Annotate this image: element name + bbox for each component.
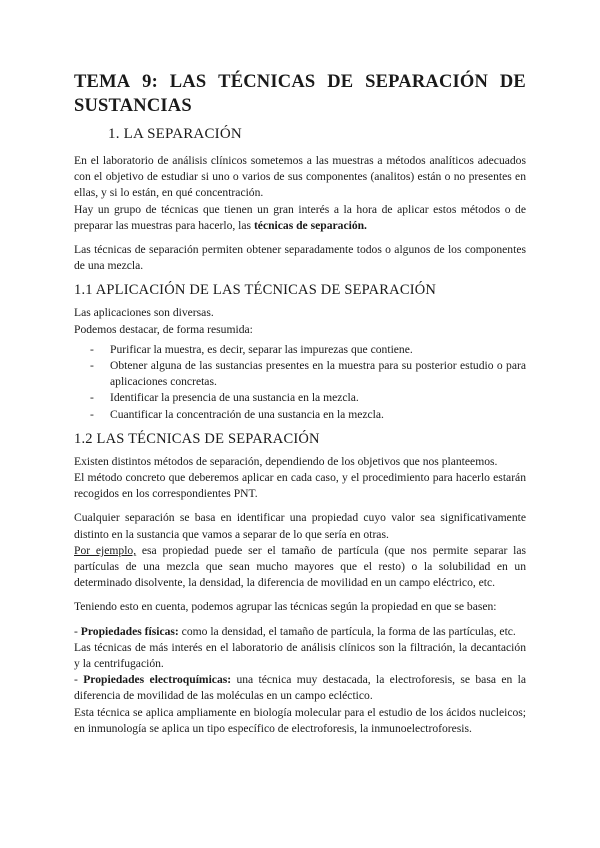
paragraph-text: esa propiedad puede ser el tamaño de partícula (que nos permite separar las partículas de una mezcla que sean mucho mayores que el resto) o la solubilidad en un determinado disolvente, la densidad, la diferencia de movilidad en un campo eléctrico, etc. xyxy=(74,543,526,590)
bold-term: Propiedades electroquímicas: xyxy=(83,673,232,687)
list-item xyxy=(90,407,526,423)
paragraph xyxy=(74,543,526,592)
bullet-dash: - xyxy=(90,342,94,356)
paragraph xyxy=(74,624,526,640)
list-item-text: Identificar la presencia de una sustancia en la mezcla. xyxy=(110,391,359,405)
title-word: 9: xyxy=(142,72,158,92)
bullet-dash: - xyxy=(90,359,94,373)
paragraph: En el laboratorio de análisis clínicos sometemos a las muestras a métodos analíticos adecuados con el objetivo de estudiar si uno o varios de sus componentes (analitos) están o no presentes en ellas, y si lo están, en qué concentración. xyxy=(74,154,526,200)
paragraph: Las técnicas de separación permiten obtener separadamente todos o algunos de los componentes de una mezcla. xyxy=(74,243,526,273)
paragraph: Cualquier separación se basa en identificar una propiedad cuyo valor sea significativamente distinto en la sustancia que vamos a separar de lo que sería en otras. xyxy=(74,511,526,541)
bold-term: Propiedades físicas: xyxy=(80,624,179,638)
title-word: TEMA xyxy=(74,72,131,92)
bullet-dash: - xyxy=(90,391,94,405)
paragraph-text: Hay un grupo de técnicas que tienen un gran interés a la hora de aplicar estos métodos o de preparar las muestras para hacerlo, las xyxy=(74,202,526,232)
dash-marker: - xyxy=(74,673,84,687)
paragraph: Las técnicas de más interés en el laboratorio de análisis clínicos son la filtración, la decantación y la centrifugación. xyxy=(74,640,526,671)
applications-list xyxy=(74,342,526,423)
list-item xyxy=(90,358,526,390)
paragraph: Podemos destacar, de forma resumida: xyxy=(74,322,253,336)
title-word: DE xyxy=(327,72,354,92)
title-word: DE xyxy=(499,72,526,92)
paragraph xyxy=(74,202,526,234)
paragraph: Existen distintos métodos de separación, dependiendo de los objetivos que nos planteemos. xyxy=(74,454,498,468)
list-item xyxy=(90,342,526,358)
paragraph: El método concreto que deberemos aplicar en cada caso, y el procedimiento para hacerlo estarán recogidos en los correspondientes PNT. xyxy=(74,471,526,501)
paragraph: Teniendo esto en cuenta, podemos agrupar las técnicas según la propiedad en que se basen: xyxy=(74,600,497,614)
dash-marker: - xyxy=(74,624,81,638)
section-heading-1-2: 1.2 LAS TÉCNICAS DE SEPARACIÓN xyxy=(74,430,320,447)
title-word: TÉCNICAS xyxy=(218,72,316,92)
title-word: SEPARACIÓN xyxy=(365,72,489,92)
paragraph: Esta técnica se aplica ampliamente en biología molecular para el estudio de los ácidos nucleicos; en inmunología se aplica un tipo específico de electroforesis, la inmunoelectroforesis. xyxy=(74,705,526,735)
paragraph-text: una técnica muy destacada, la electroforesis, se basa en la diferencia de movilidad de las moléculas en un campo ecléctico. xyxy=(74,673,526,703)
page-title xyxy=(74,70,526,118)
bullet-dash: - xyxy=(90,407,94,421)
title-word: LAS xyxy=(169,72,207,92)
title-line-2: SUSTANCIAS xyxy=(74,96,192,116)
paragraph-text: como la densidad, el tamaño de partícula, la forma de las partículas, etc. xyxy=(178,624,516,638)
paragraph xyxy=(74,672,526,704)
underlined-phrase: Por ejemplo, xyxy=(74,543,137,557)
section-heading-1: 1. LA SEPARACIÓN xyxy=(108,126,242,142)
list-item-text: Cuantificar la concentración de una sustancia en la mezcla. xyxy=(110,407,384,421)
list-item xyxy=(90,390,526,406)
list-item-text: Purificar la muestra, es decir, separar las impurezas que contiene. xyxy=(110,342,413,356)
bold-term: técnicas de separación. xyxy=(253,218,367,232)
list-item-text: Obtener alguna de las sustancias presentes en la muestra para su posterior estudio o para aplicaciones concretas. xyxy=(110,359,526,389)
paragraph: Las aplicaciones son diversas. xyxy=(74,306,214,320)
title-line-1 xyxy=(74,70,526,94)
section-heading-1-1: 1.1 APLICACIÓN DE LAS TÉCNICAS DE SEPARACIÓN xyxy=(74,282,437,299)
